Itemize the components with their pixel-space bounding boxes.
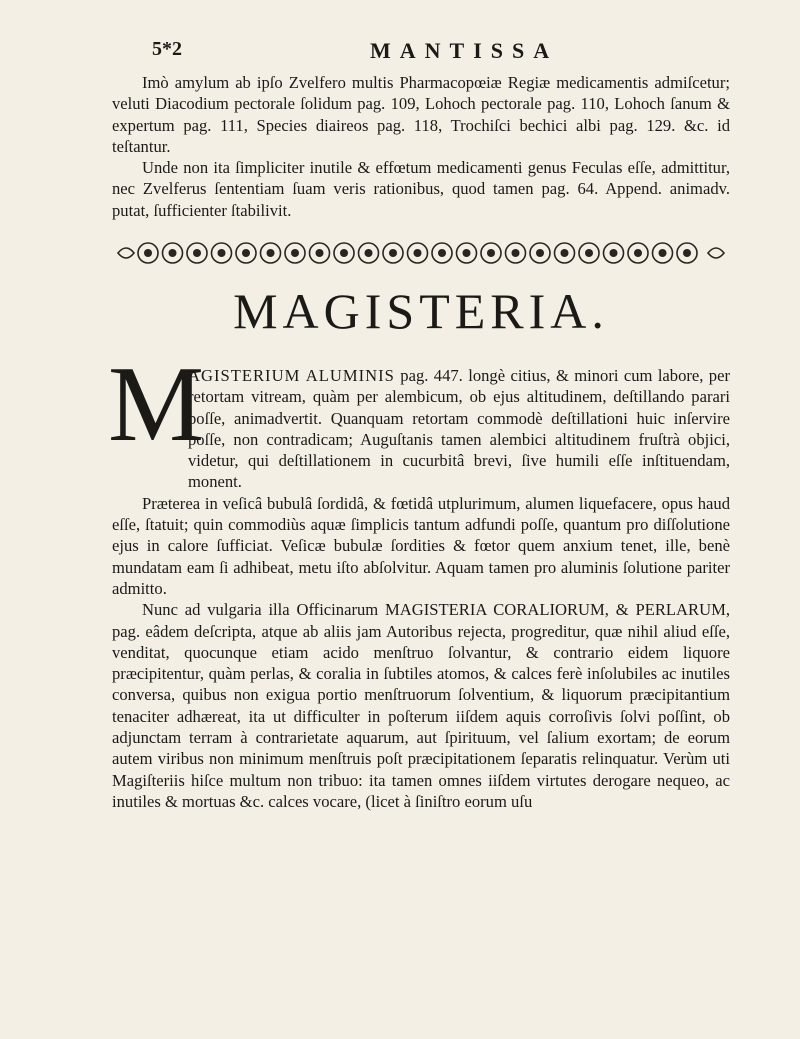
ornament-rosette-center — [414, 249, 422, 257]
ornament-rosette-center — [463, 249, 471, 257]
intro-text — [112, 72, 730, 221]
drop-cap: M — [108, 345, 205, 464]
ornament-rosette-center — [536, 249, 544, 257]
ornament-rosette-center — [487, 249, 495, 257]
intro-paragraph-2: Unde non ita ſimpliciter inutile & effœtum medicamenti genus Feculas eſſe, admittitur, nec Zvelferus ſententiam ſuam veris rationibus, quod tamen pag. 64. Append. animadv. putat, ſufficienter ſtabilivit. — [112, 158, 730, 220]
main-paragraph-3: Nunc ad vulgaria illa Officinarum MAGISTERIA CORALIORUM, & PERLARUM, pag. eâdem deſcripta, atque ab aliis jam Autoribus rejecta, progreditur, quæ nihil aliud eſſe, venditat, quocunque etiam acido menſtruo ſolvantur, & contrario eidem liquore præcipitentur, quàm perlas, & coralia in ſubtiles atomos, & calces ferè inſolubiles ac inutiles conversa, quibus non exigua portio menſtruorum ſolventium, & liquorum præcipitantium tenaciter adhæreat, ita ut difficulter in poſterum iiſdem aquis corroſivis ſolvi poſſint, ob adjunctam terram à contrarietate aquarum, aut ſpirituum, vel ſalium exortam; de eorum autem viribus non minimum menſtruis poſt præcipitationem ſeparatis relinquatur. Verùm uti Magiſteriis hiſce multum non tribuo: ita tamen omnes iiſdem virtutes derogare nequeo, ac inutiles & mortuas &c. calces vocare, (licet à ſiniſtro eorum uſu — [112, 600, 730, 811]
ornament-rosette-center — [267, 249, 275, 257]
ornament-rosette-center — [585, 249, 593, 257]
ornament-rosette-center — [389, 249, 397, 257]
ornament-rosette-center — [169, 249, 177, 257]
paragraph-lead: AGISTERIUM ALUMINIS — [188, 366, 395, 385]
ornament-rosette-center — [438, 249, 446, 257]
intro-paragraph-1: Imò amylum ab ipſo Zvelfero multis Pharmacopœiæ Regiæ medicamentis admiſcetur; veluti Diacodium pectorale ſolidum pag. 109, Lohoch pectorale pag. 110, Lohoch ſanum & expertum pag. 111, Species diaireos pag. 118, Trochiſci bechici albi pag. 129. &c. id teſtantur. — [112, 73, 730, 156]
ornament-rosette-center — [365, 249, 373, 257]
ornament-rosette-center — [561, 249, 569, 257]
main-paragraph-1 — [188, 365, 730, 493]
ornament-rosette-center — [683, 249, 691, 257]
ornament-band — [112, 236, 730, 270]
first-paragraph-block — [108, 345, 730, 493]
ornament-rosette-center — [610, 249, 618, 257]
main-paragraph-2: Præterea in veſicâ bubulâ ſordidâ, & fœtidâ utplurimum, alumen liquefacere, opus haud eſſe, ſtatuit; quin commodiùs aquæ ſimplicis tantum adfundi poſſe, quantum pro diſſolutione ejus in calore ſufficiat. Veſicæ bubulæ ſordities & fœtor quem anxium tenet, ille, benè mundatam eam ſi adhibeat, metu iſto abſolvitur. Aquam tamen pro aluminis ſolutione pariter admitto. — [112, 493, 730, 598]
running-head: MANTISSA — [370, 38, 559, 63]
section-title: MAGISTERIA. — [233, 283, 609, 339]
ornament-rosette-center — [193, 249, 201, 257]
ornament-rosette-center — [340, 249, 348, 257]
page-header — [0, 38, 800, 66]
ornament-rosette-center — [242, 249, 250, 257]
ornament-rosette-center — [316, 249, 324, 257]
ornament-rosette-center — [291, 249, 299, 257]
ornament-rosette-center — [512, 249, 520, 257]
paragraph-1-text: pag. 447. longè citius, & minori cum labore, per retortam vitream, quàm per alembicum, ob ejus altitudinem, deſtillando parari poſſe, animadvertit. Quanquam retortam commodè deſtillationi huic inſervire poſſe, non contradicam; Auguſtanis tamen alembici altitudinem fruſtrà objici, videtur, qui deſtillationem in cucurbitâ brevi, ſive humili eſſe inſtituendam, monent. — [188, 366, 730, 492]
main-text — [108, 345, 730, 812]
ornament-rosette-center — [218, 249, 226, 257]
ornament-rosette-center — [634, 249, 642, 257]
ornament-rosette-center — [659, 249, 667, 257]
page-number: 5*2 — [152, 38, 182, 60]
ornament-rosette-center — [144, 249, 152, 257]
